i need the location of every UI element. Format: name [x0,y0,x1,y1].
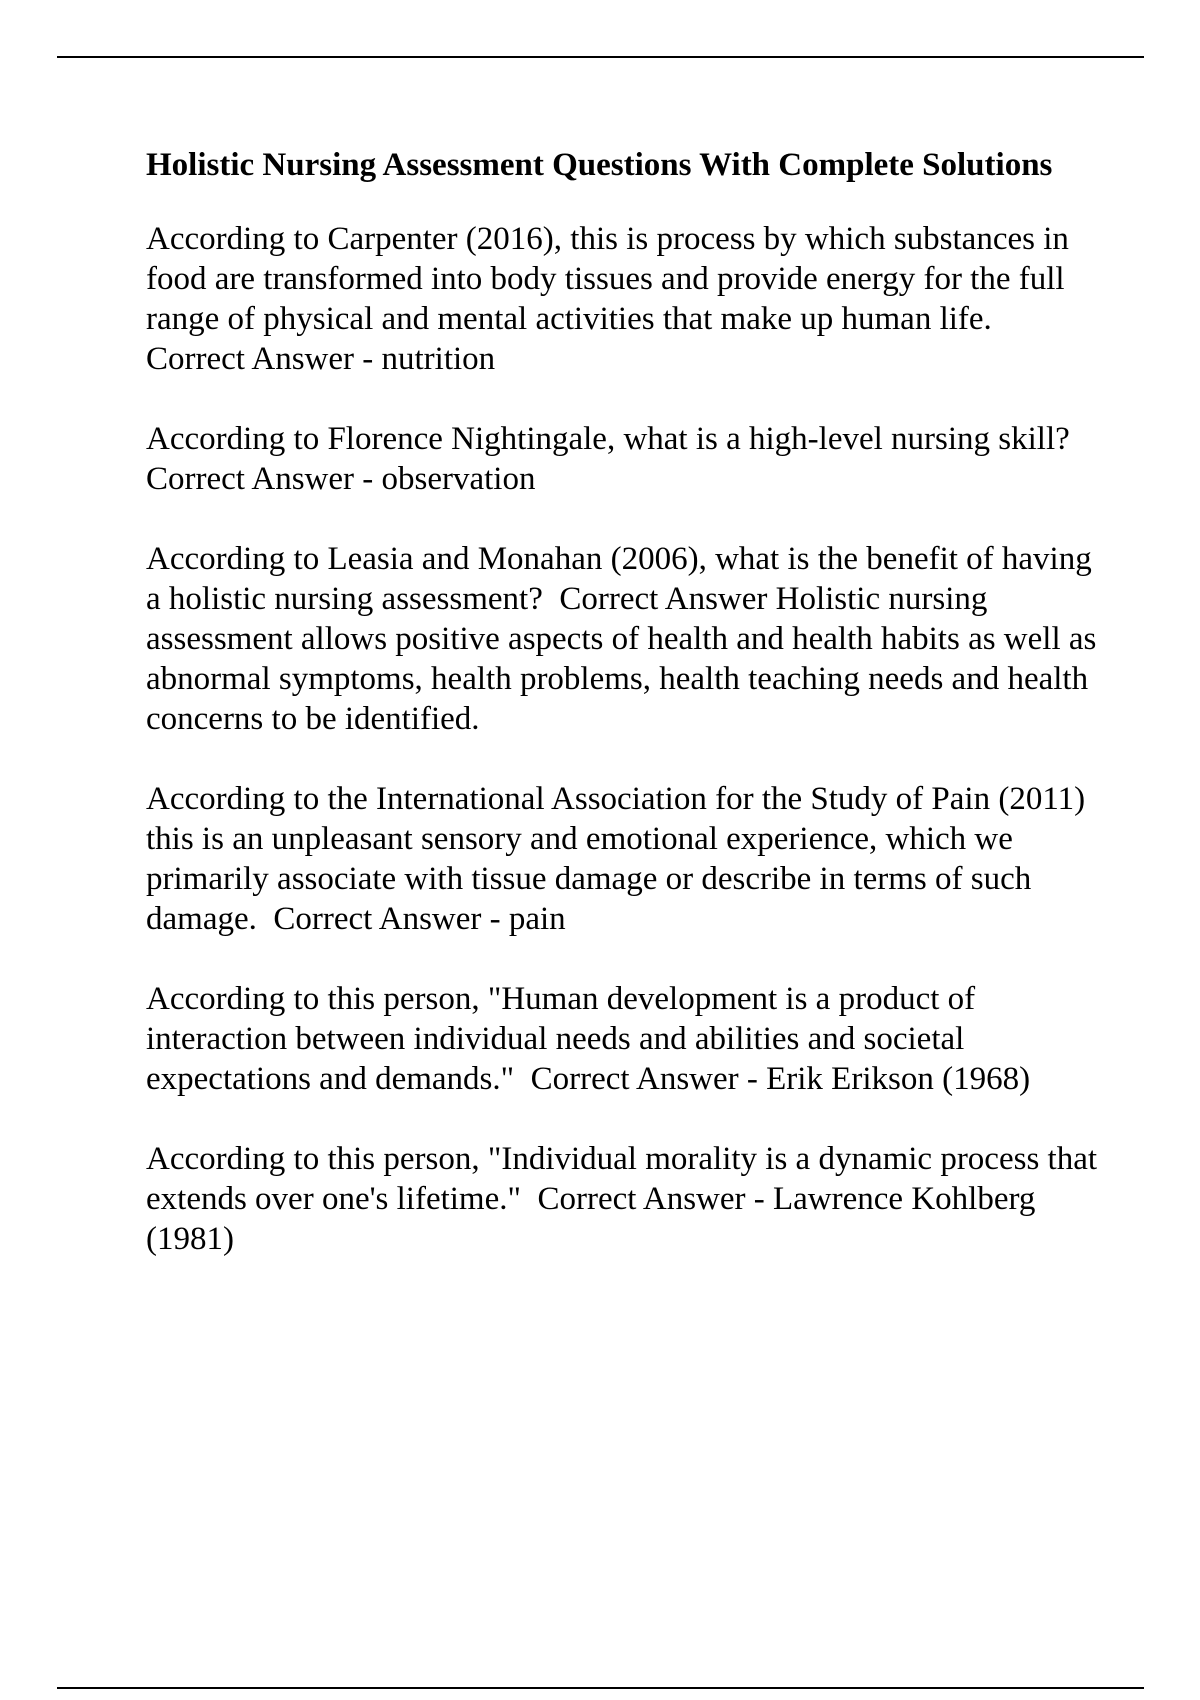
question-text: According to this person, "Individual morality is a dynamic process that extends over one's lifetime." [146,1141,1098,1217]
qa-item [146,779,1106,939]
question-text: According to the International Association for the Study of Pain (2011) this is an unpleasant sensory and emotional experience, which we primarily associate with tissue damage or describe in terms of such damage. [146,781,1086,937]
answer-text: Correct Answer - observation [146,461,536,497]
question-text: According to this person, "Human development is a product of interaction between individual needs and abilities and societal expectations and demands." [146,981,976,1097]
question-text: According to Leasia and Monahan (2006), what is the benefit of having a holistic nursing assessment? [146,541,1092,617]
qa-item [146,539,1106,739]
bottom-divider [57,1687,1144,1689]
qa-item [146,419,1106,499]
qa-item [146,1139,1106,1259]
answer-text: Correct Answer Holistic nursing assessment allows positive aspects of health and health habits as well as abnormal symptoms, health problems, health teaching needs and health concerns to be identified. [146,581,1097,737]
qa-item [146,979,1106,1099]
answer-text: Correct Answer - pain [273,901,566,937]
qa-item [146,219,1106,379]
answer-text: Correct Answer - nutrition [146,341,496,377]
document-body [146,145,1106,1299]
answer-text: Correct Answer - Lawrence Kohlberg (1981) [146,1181,1036,1257]
document-title: Holistic Nursing Assessment Questions With Complete Solutions [146,147,1053,183]
answer-text: Correct Answer - Erik Erikson (1968) [530,1061,1031,1097]
question-text: According to Carpenter (2016), this is process by which substances in food are transformed into body tissues and provide energy for the full range of physical and mental activities that make up human life. [146,221,1069,337]
top-divider [57,56,1144,58]
question-text: According to Florence Nightingale, what is a high-level nursing skill? [146,421,1070,457]
